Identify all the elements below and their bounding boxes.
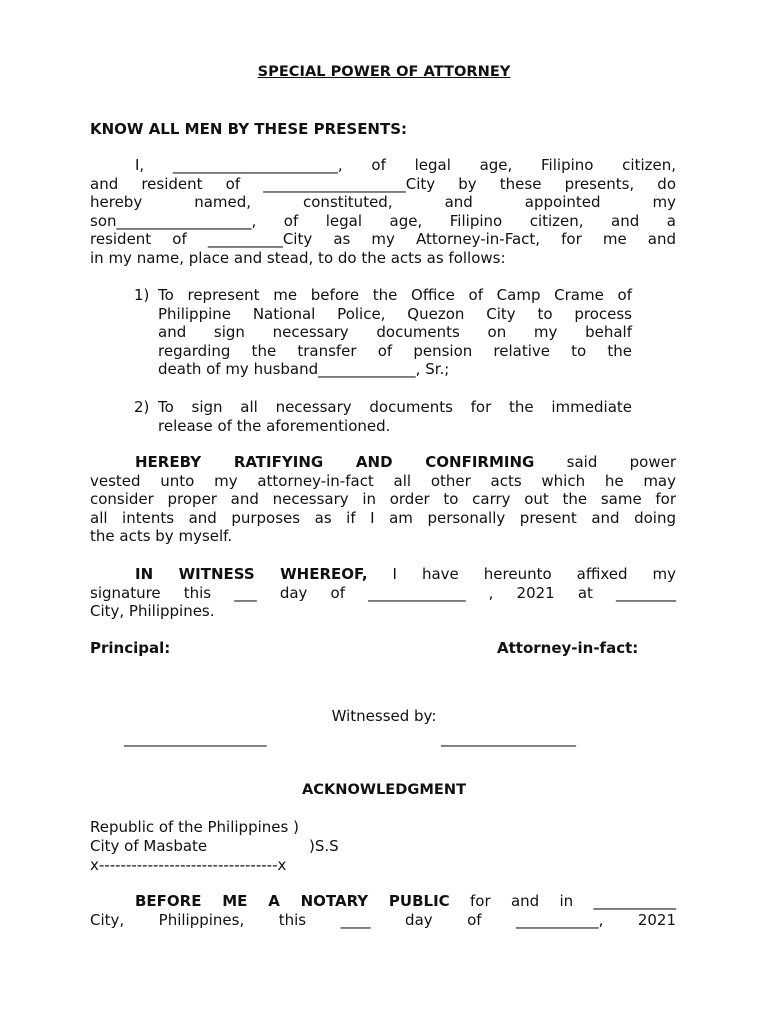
para1-line: I, ______________________, of legal age, Filipino citizen,: [135, 156, 676, 174]
ratify-line: all intents and purposes as if I am personally present and doing: [90, 508, 676, 527]
witnessed-by: Witnessed by:: [331, 707, 437, 725]
witness-line: signature this ___ day of _____________ , 2021 at ________: [90, 583, 676, 602]
ratify-line: [90, 453, 676, 472]
notary-bold: BEFORE ME A NOTARY PUBLIC: [135, 892, 450, 910]
attorney-label: Attorney-in-fact:: [497, 639, 639, 657]
list-line: release of the aforementioned.: [158, 416, 391, 435]
para1-line: resident of __________City as my Attorney-in-Fact, for me and: [90, 230, 676, 249]
venue-city: City of Masbate: [90, 837, 208, 855]
ratify-line: vested unto my attorney-in-fact all other acts which he may: [90, 471, 676, 490]
para1-line: in my name, place and stead, to do the acts as follows:: [90, 248, 506, 267]
para1-line: and resident of ___________________City by these presents, do: [90, 174, 676, 193]
ratify-line: consider proper and necessary in order to carry out the same for: [90, 490, 676, 509]
ratify-rest: said power: [534, 453, 676, 471]
witness-line: [90, 565, 676, 584]
notary-paragraph: [90, 892, 676, 929]
ratify-line: the acts by myself.: [90, 527, 233, 546]
witness-line: City, Philippines.: [90, 602, 215, 621]
list-line: To sign all necessary documents for the immediate: [158, 398, 632, 416]
list-line: Philippine National Police, Quezon City to process: [158, 304, 632, 323]
venue-divider: x---------------------------------x: [90, 856, 287, 874]
know-all-heading: KNOW ALL MEN BY THESE PRESENTS:: [90, 120, 408, 138]
witness-paragraph: [90, 565, 676, 621]
acknowledgment-heading: ACKNOWLEDGMENT: [301, 781, 467, 798]
para1-line: hereby named, constituted, and appointed my: [90, 193, 676, 212]
document-title: SPECIAL POWER OF ATTORNEY: [257, 63, 511, 80]
ratifying-paragraph: [90, 453, 676, 546]
list-line: and sign necessary documents on my behalf: [158, 323, 632, 342]
witness-rest: I have hereunto affixed my: [367, 565, 676, 583]
signature-line-right: __________________: [441, 729, 576, 747]
notary-line: City, Philippines, this ____ day of ___________, 2021: [90, 910, 676, 929]
appointment-paragraph: [90, 156, 676, 268]
list-line: To represent me before the Office of Camp Crame of: [158, 286, 632, 304]
list-number: 2): [134, 398, 150, 416]
venue-line: Republic of the Philippines ): [90, 818, 299, 836]
notary-rest: for and in ___________: [449, 892, 676, 910]
venue-ss: )S.S: [309, 837, 339, 855]
witness-bold: IN WITNESS WHEREOF,: [135, 565, 368, 583]
ratify-bold: HEREBY RATIFYING AND CONFIRMING: [135, 453, 535, 471]
list-line: death of my husband_____________, Sr.;: [158, 360, 450, 379]
para1-line: son__________________, of legal age, Filipino citizen, and a: [90, 211, 676, 230]
signature-line-left: ___________________: [124, 729, 267, 747]
notary-line: [90, 892, 676, 911]
principal-label: Principal:: [90, 639, 171, 657]
list-line: regarding the transfer of pension relative to the: [158, 341, 632, 360]
list-number: 1): [134, 286, 150, 304]
